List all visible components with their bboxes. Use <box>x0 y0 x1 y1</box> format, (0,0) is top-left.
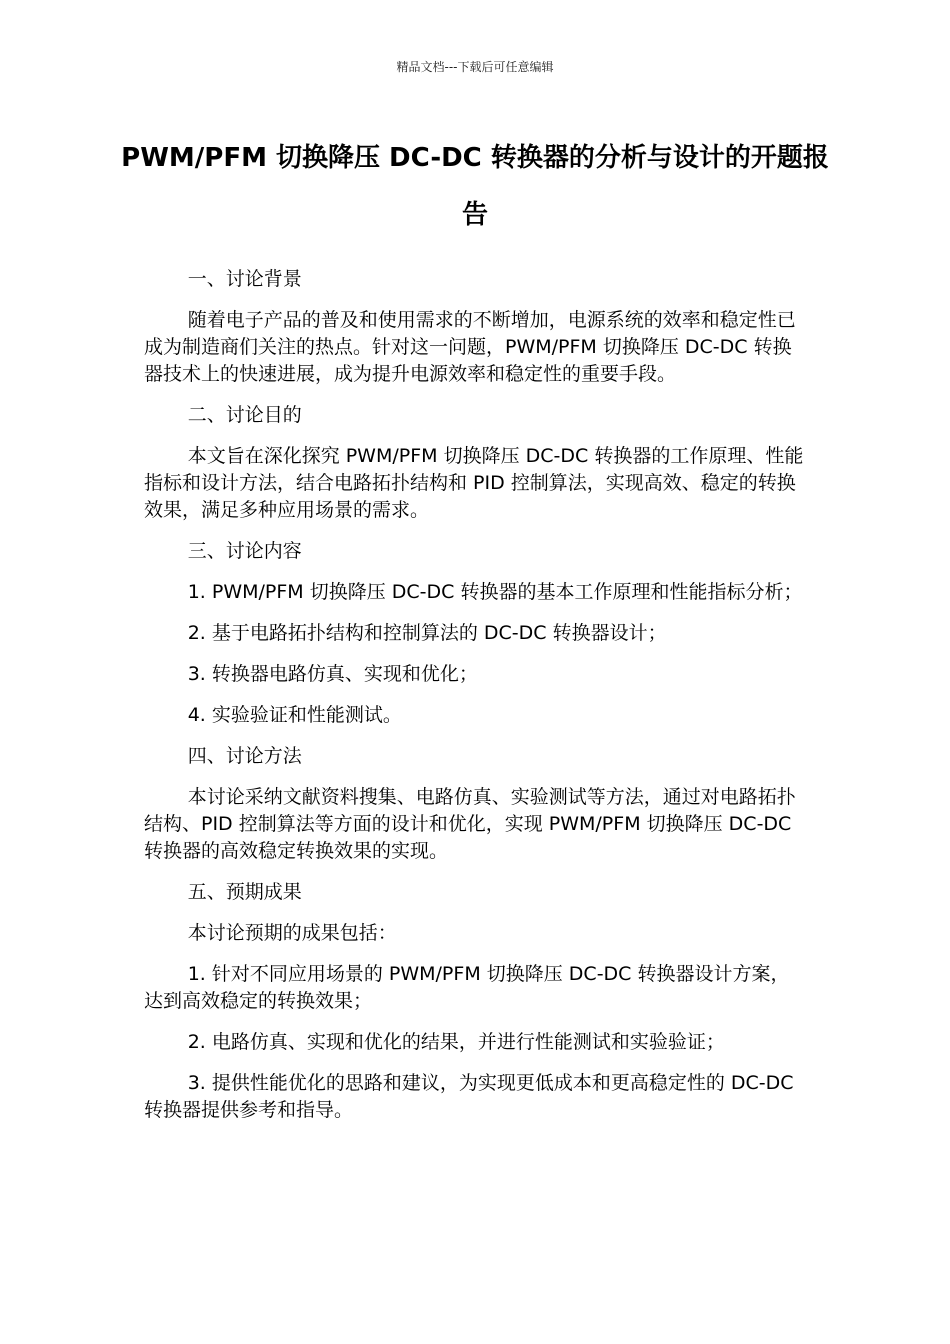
section-heading-results: 五、预期成果 <box>187 881 302 903</box>
section-heading-method: 四、讨论方法 <box>187 745 302 767</box>
section-heading-purpose: 二、讨论目的 <box>187 404 302 426</box>
paragraph-method: 本讨论采纳文献资料搜集、电路仿真、实验测试等方法，通过对电路拓扑结构、PID 控制算法等方面的设计和优化，实现 PWM/PFM 切换降压 DC-DC 转换器的高效稳定转换效果的实现。 <box>144 786 796 862</box>
section-heading-background: 一、讨论背景 <box>187 268 302 290</box>
header-note: 精品文档---下载后可任意编辑 <box>396 60 554 74</box>
paragraph-background: 随着电子产品的普及和使用需求的不断增加，电源系统的效率和稳定性已成为制造商们关注的热点。针对这一问题，PWM/PFM 切换降压 DC-DC 转换器技术上的快速进展，成为提升电源效率和稳定性的重要手段。 <box>144 309 796 385</box>
content-item-1: 1. PWM/PFM 切换降压 DC-DC 转换器的基本工作原理和性能指标分析； <box>187 581 803 603</box>
content-item-2: 2. 基于电路拓扑结构和控制算法的 DC-DC 转换器设计； <box>187 622 667 644</box>
document-body <box>144 266 804 1138</box>
content-item-3: 3. 转换器电路仿真、实现和优化； <box>187 663 478 685</box>
result-item-2: 2. 电路仿真、实现和优化的结果，并进行性能测试和实验验证； <box>187 1031 725 1053</box>
content-item-4: 4. 实验验证和性能测试。 <box>187 704 402 726</box>
section-heading-content: 三、讨论内容 <box>187 540 302 562</box>
paragraph-results-intro: 本讨论预期的成果包括： <box>187 922 397 944</box>
paragraph-purpose: 本文旨在深化探究 PWM/PFM 切换降压 DC-DC 转换器的工作原理、性能指标和设计方法，结合电路拓扑结构和 PID 控制算法，实现高效、稳定的转换效果，满足多种应用场景的需求。 <box>144 445 804 521</box>
result-item-3: 3. 提供性能优化的思路和建议，为实现更低成本和更高稳定性的 DC-DC 转换器提供参考和指导。 <box>144 1072 794 1121</box>
result-item-1: 1. 针对不同应用场景的 PWM/PFM 切换降压 DC-DC 转换器设计方案，达到高效稳定的转换效果； <box>144 963 790 1012</box>
document-title: PWM/PFM 切换降压 DC-DC 转换器的分析与设计的开题报告 <box>121 143 829 230</box>
